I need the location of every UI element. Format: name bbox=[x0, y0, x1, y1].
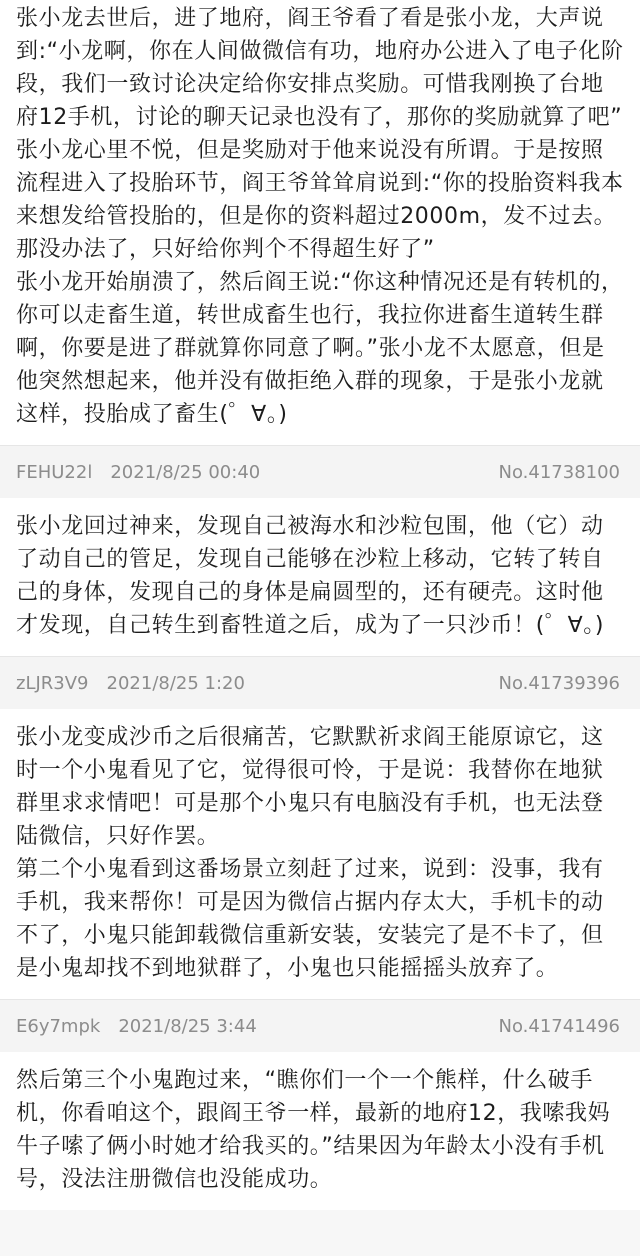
post-body bbox=[0, 498, 640, 656]
post-paragraph: 张小龙去世后，进了地府，阎王爷看了看是张小龙，大声说到:“小龙啊，你在人间做微信有功，地府办公进入了电子化阶段，我们一致讨论决定给你安排点奖励。可惜我刚换了台地府12手机，讨论的聊天记录也没有了，那你的奖励就算了吧” bbox=[16, 6, 624, 130]
post-paragraph: 然后第三个小鬼跑过来，“瞧你们一个一个熊样，什么破手机，你看咱这个，跟阎王爷一样，最新的地府12，我嗦我妈牛子嗦了俩小时她才给我买的。”结果因为年龄太小没有手机号，没法注册微信也没能成功。 bbox=[16, 1068, 611, 1192]
post-meta bbox=[0, 445, 640, 498]
post-date: 2021/8/25 1:20 bbox=[106, 672, 245, 694]
post-paragraph: 张小龙回过神来，发现自己被海水和沙粒包围，他（它）动了动自己的管足，发现自己能够在沙粒上移动，它转了转自己的身体，发现自己的身体是扁圆型的，还有硬壳。这时他才发现，自己转生到畜牲道之后，成为了一只沙币！(゜∀。) bbox=[16, 514, 605, 638]
post-number[interactable]: No.41738100 bbox=[498, 461, 620, 483]
post-author[interactable]: zLJR3V9 bbox=[16, 672, 89, 694]
post-author[interactable]: FEHU22l bbox=[16, 461, 93, 483]
post-paragraph: 张小龙心里不悦，但是奖励对于他来说没有所谓。于是按照流程进入了投胎环节，阎王爷耸耸肩说到:“你的投胎资料我本来想发给管投胎的，但是你的资料超过2000m，发不过去。那没办法了，只好给你判个不得超生好了” bbox=[16, 138, 624, 262]
post-paragraph: 张小龙变成沙币之后很痛苦，它默默祈求阎王能原谅它，这时一个小鬼看见了它，觉得很可怜，于是说：我替你在地狱群里求求情吧！可是那个小鬼只有电脑没有手机，也无法登陆微信，只好作罢。 bbox=[16, 725, 604, 849]
post-date: 2021/8/25 00:40 bbox=[110, 461, 261, 483]
post-meta bbox=[0, 656, 640, 709]
post-4 bbox=[0, 999, 640, 1210]
post-body bbox=[0, 709, 640, 999]
post-number[interactable]: No.41739396 bbox=[498, 672, 620, 694]
post-date: 2021/8/25 3:44 bbox=[118, 1015, 257, 1037]
post-author[interactable]: E6y7mpk bbox=[16, 1015, 101, 1037]
post-2 bbox=[0, 445, 640, 656]
post-1 bbox=[0, 0, 640, 445]
post-paragraph: 张小龙开始崩溃了，然后阎王说:“你这种情况还是有转机的，你可以走畜生道，转世成畜生也行，我拉你进畜生道转生群啊，你要是进了群就算你同意了啊。”张小龙不太愿意，但是他突然想起来，他并没有做拒绝入群的现象，于是张小龙就这样，投胎成了畜生(゜∀。) bbox=[16, 270, 624, 427]
post-body bbox=[0, 0, 640, 445]
post-number[interactable]: No.41741496 bbox=[498, 1015, 620, 1037]
post-paragraph: 第二个小鬼看到这番场景立刻赶了过来，说到：没事，我有手机，我来帮你！可是因为微信占据内存太大，手机卡的动不了，小鬼只能卸载微信重新安装，安装完了是不卡了，但是小鬼却找不到地狱群了，小鬼也只能摇摇头放弃了。 bbox=[16, 857, 604, 981]
post-meta bbox=[0, 999, 640, 1052]
post-body bbox=[0, 1052, 640, 1210]
post-3 bbox=[0, 656, 640, 999]
